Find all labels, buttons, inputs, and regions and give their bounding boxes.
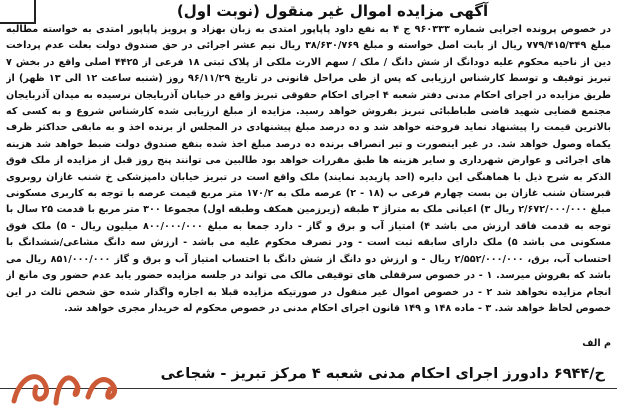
- signature-line: ح/۶۹۴۴ دادورز اجرای احکام مدنی شعبه ۴ مرکز تبریز - شجاعی: [160, 366, 605, 382]
- notice-title: آگهی مزایده اموال غیر منقول (نوبت اول): [176, 2, 489, 20]
- notice-body: در خصوص پرونده اجرایی شماره ۹۶۰۳۳۳ ج ۴ به نفع داود پاپاپور امتدی به زبان بهزاد و پرویز پاپاپور امتدی به خواسته مطالبه مبلغ ۷۷۹/۴۱۵/۳۴۹ ریال از بابت اصل خواسته و مبلغ ۳۸/۶۳۰/۷۶۹ ریال نیم عشر اجرائی در حق صندوق دولت بعلت عدم پرداخت دین از ناحیه محکوم علیه دودانگ از شش دانگ / ملک / سهم الارث ملکی از پلاک ثبتی ۱۸ فرعی از ۴۴۲۵ اصلی واقع در بخش ۷ تبریز توقیف و توسط کارشناس ارزیابی که پس از طی مراحل قانونی در تاریخ ۹۶/۱۱/۲۹ روز (شنبه ساعت ۱۲ الی ۱۳ ظهر) از طریق مزایده در اجرای احکام مدنی دفتر شعبه ۴ اجرای احکام حقوقی تبریز واقع در خیابان آذربایجان نرسیده به میدان آذربایجان مجتمع قضایی شهید قاضی طباطبائی تبریز بفروش خواهد رسید. مزایده از مبلغ ارزیابی شده کارشناس شروع و به کسی که بالاترین قیمت را پیشنهاد نماید فروخته خواهد شد و ده درصد مبلغ پیشنهادی در المجلس از برنده اخذ و به مابقی حداکثر ظرف یکماه وصول خواهد شد. در غیر اینصورت و تیر انصراف برنده ده درصد مبلغ اخذ شده بنفع صندوق دولت ضبط خواهد شد هزینه های اجرائی و عوارض شهرداری و سایر هزینه ها طبق مقررات خواهد بود طالبین می توانند پنج روز قبل از مزایده از ملک فوق الذکر به شرح ذیل با هماهنگی این دایره (احد پازیدید نمایند) ملک واقع است در تبریز خیابان دامپزشکی خ شنب غازان روبروی قبرستان شنب غازان بن بست چهارم فرعی ب (۱۸ - ۲) عرصه ملک به ۱۷۰/۲ متر مربع قیمت عرصه با توجه به کاربری مسکونی مبلغ ۲/۶۷۲/۰۰۰/۰۰۰ ریال ۳) اعیانی ملک به متراژ ۳ طبقه (زیرزمین همکف وطبقه اول) مجموعا ۳۰۰ متر مربع با قدمت ۲۵ سال با توجه به قدمت فاقد ارزش می باشد ۴) امتیاز آب و برق و گاز - دارد جمعا به مبلغ ۸۰۰/۰۰۰/۰۰۰ میلیون ریال - ۵) ملک فوق مسکونی می باشد ۵) ملک دارای سابقه ثبت است - ودر تصرف محکوم علیه می باشد - ارزش سه دانگ مشاعی/ششدانگ با احتساب آب، برق، ۲/۵۵۲/۰۰۰/۰۰۰ ریال - و ارزش دو دانگ از شش دانگ با احتساب امتیاز آب و برق و گاز ۸۵۱/۰۰۰/۰۰۰ ریال می باشد که بفروش میرسد. ۱ - در خصوص سرقفلی های توقیفی مالک می تواند در جلسه مزایده حضور یابد عدم حضور وی مانع از انجام مزایده نخواهد شد ۲ - در خصوص اموال غیر منقول در صورتیکه مزایده قبلا به اجاره واگذار شده حق شخص ثالث در این خصوص لحاظ خواهد شد. ۳ - ماده ۱۴۸ و ۱۴۹ قانون اجرای احکام مدنی در خصوص محکوم له خریدار مجری خواهد شد.: [6, 24, 611, 314]
- notice-footer: م الف: [582, 338, 611, 349]
- corner-frame: [0, 0, 36, 24]
- signature-bar: [0, 359, 617, 409]
- stamp-mark-icon: [6, 357, 122, 409]
